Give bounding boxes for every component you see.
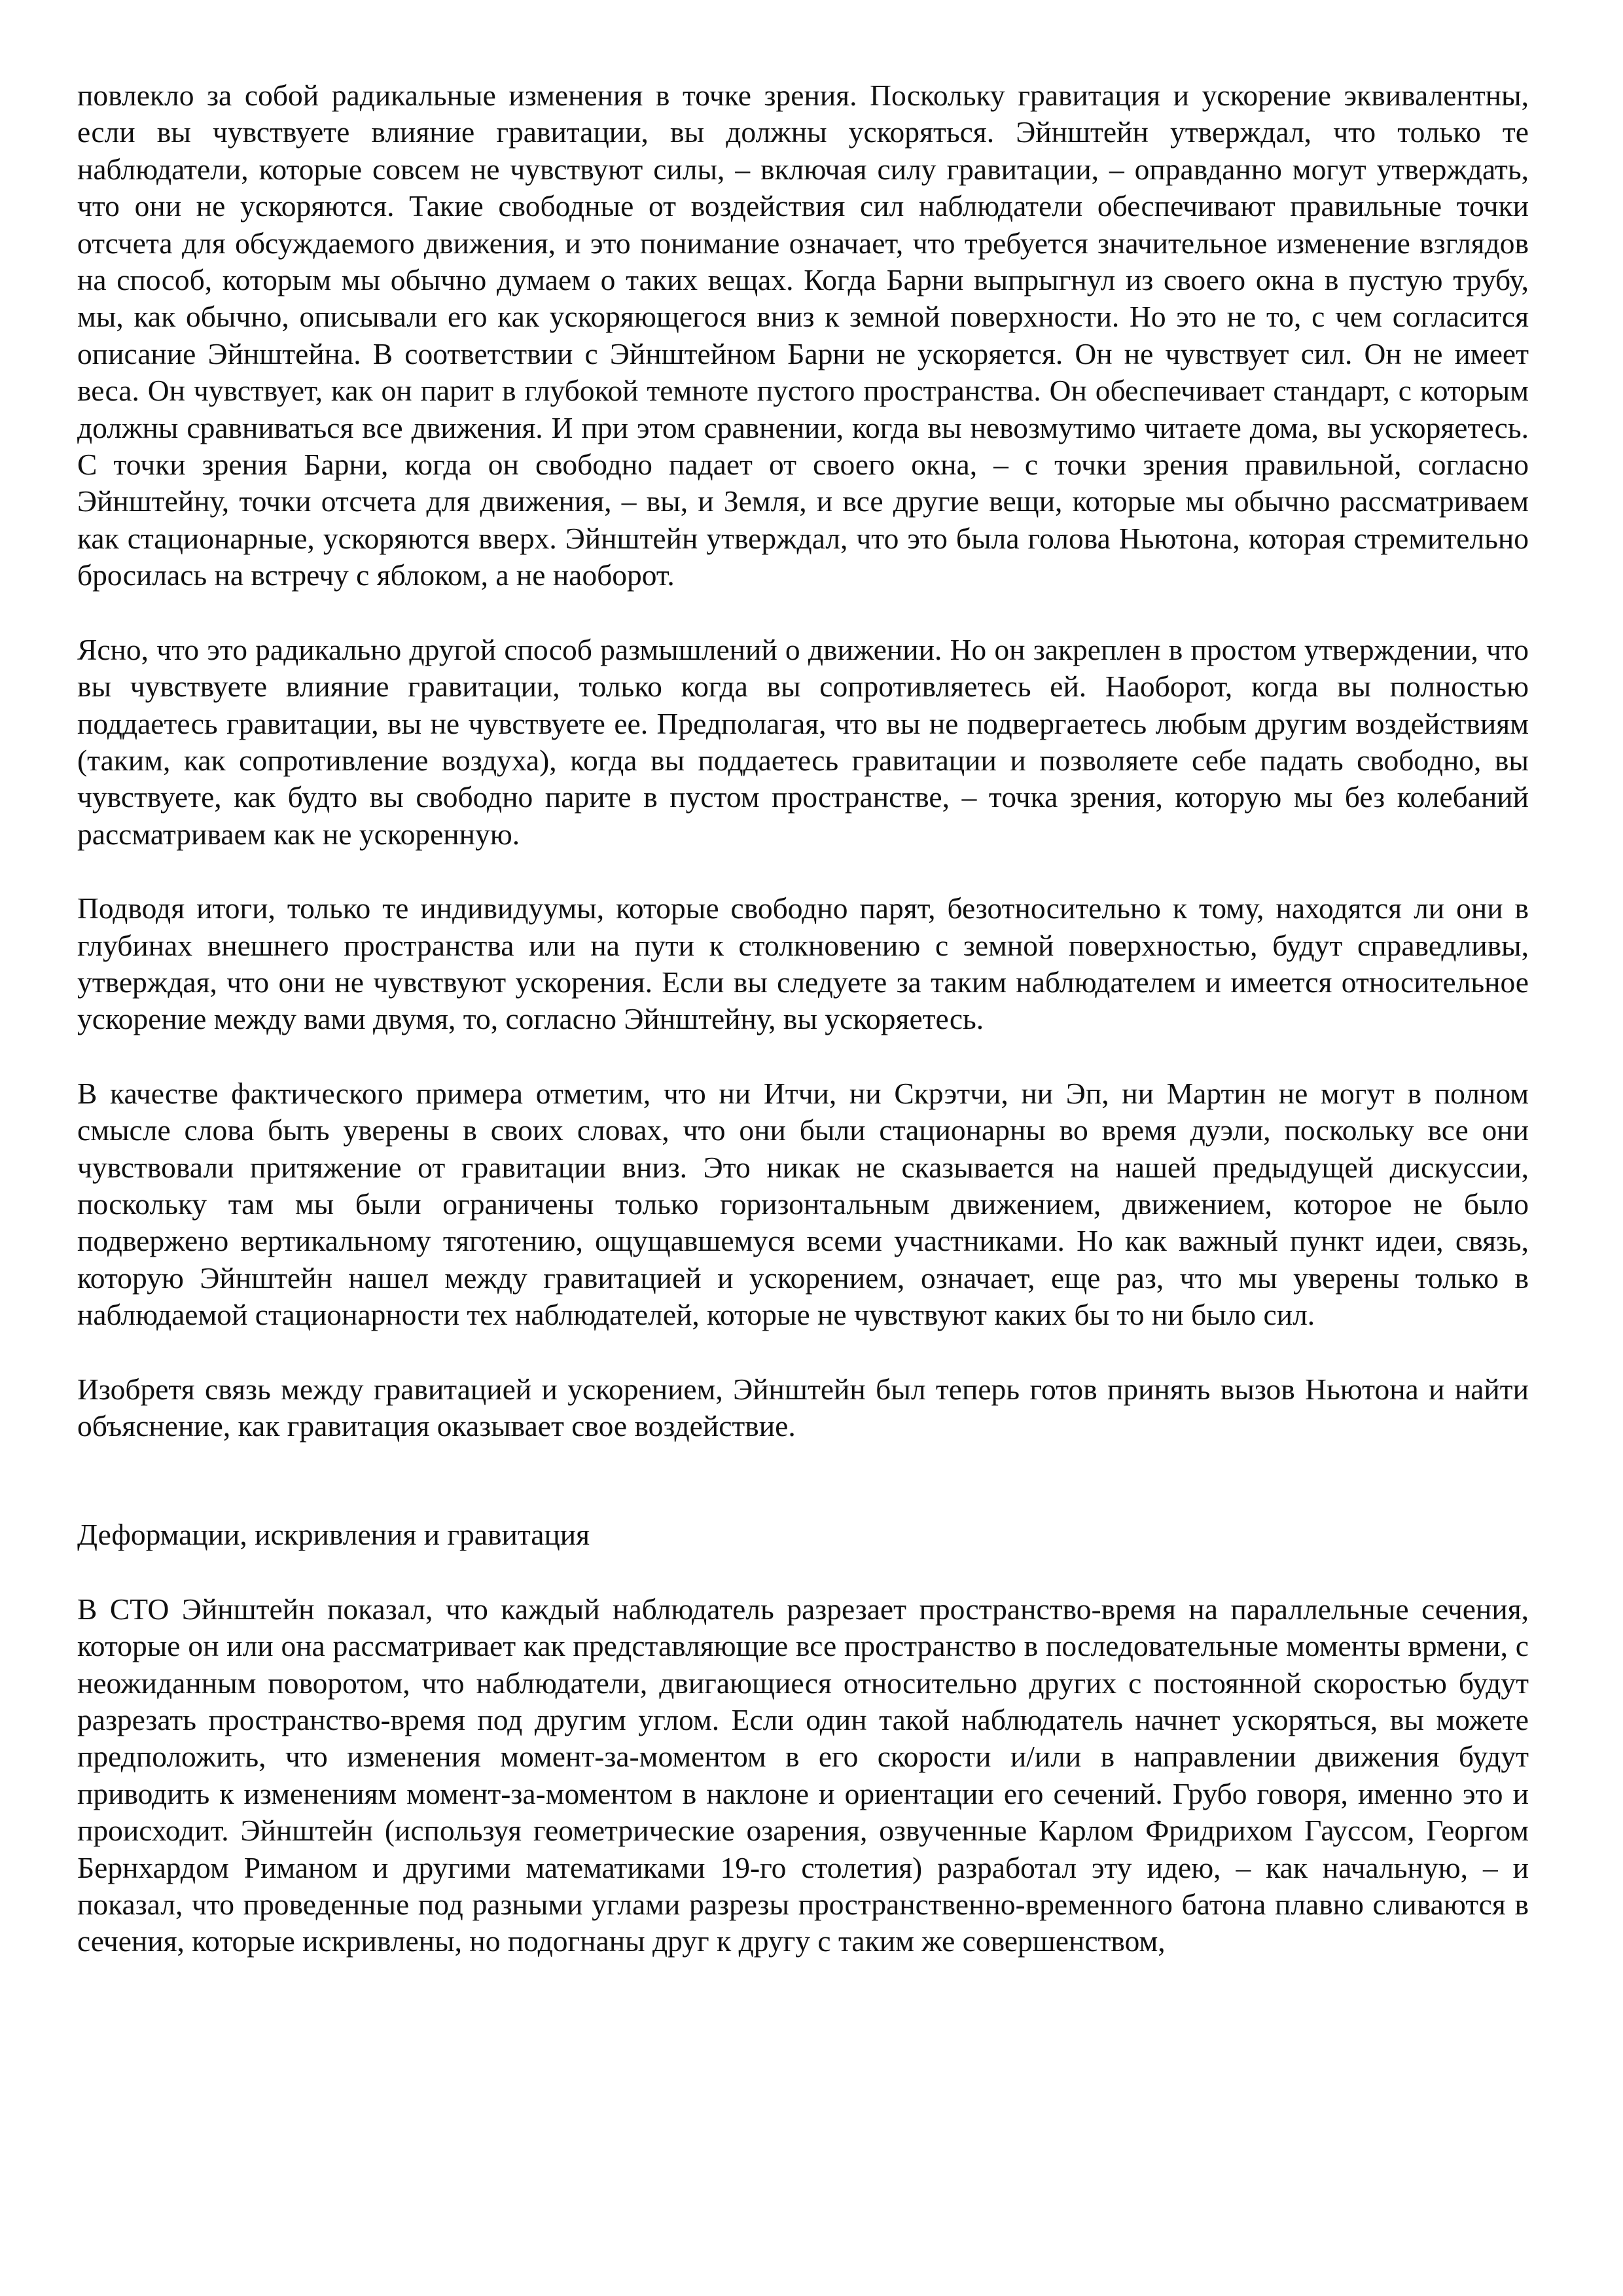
section-heading: Деформации, искривления и гравитация xyxy=(77,1518,590,1552)
paragraph-1: повлекло за собой радикальные изменения в точке зрения. Поскольку гравитация и ускорение эквивалентны, если вы чувствуете влияние гравитации, вы должны ускоряться. Эйнштейн утверждал, что только те наблюдатели, которые совсем не чувствуют силы, – включая силу гравитации, – оправданно могут утверждать, что они не ускоряются. Такие свободные от воздействия сил наблюдатели обеспечивают правильные точки отсчета для обсуждаемого движения, и это понимание означает, что требуется значительное изменение взглядов на способ, которым мы обычно думаем о таких вещах. Когда Барни выпрыгнул из своего окна в пустую трубу, мы, как обычно, описывали его как ускоряющегося вниз к земной поверхности. Но это не то, с чем согласится описание Эйнштейна. В соответствии с Эйнштейном Барни не ускоряется. Он не чувствует сил. Он не имеет веса. Он чувствует, как он парит в глубокой темноте пустого пространства. Он обеспечивает стандарт, с которым должны сравниваться все движения. И при этом сравнении, когда вы невозмутимо читаете дома, вы ускоряетесь. С точки зрения Барни, когда он свободно падает от своего окна, – с точки зрения правильной, согласно Эйнштейну, точки отсчета для движения, – вы, и Земля, и все другие вещи, которые мы обычно рассматриваем как стационарные, ускоряются вверх. Эйнштейн утверждал, что это была голова Ньютона, которая стремительно бросилась на встречу с яблоком, а не наоборот. xyxy=(77,79,1529,592)
paragraph-3: Подводя итоги, только те индивидуумы, которые свободно парят, безотносительно к тому, находятся ли они в глубинах внешнего пространства или на пути к столкновению с земной поверхностью, будут справедливы, утверждая, что они не чувствуют ускорения. Если вы следуете за таким наблюдателем и имеется относительное ускорение между вами двумя, то, согласно Эйнштейну, вы ускоряетесь. xyxy=(77,891,1529,1036)
document-page xyxy=(77,77,1529,1998)
paragraph-5: Изобретя связь между гравитацией и ускорением, Эйнштейн был теперь готов принять вызов Ньютона и найти объяснение, как гравитация оказывает свое воздействие. xyxy=(77,1372,1529,1443)
section-paragraph: В СТО Эйнштейн показал, что каждый наблюдатель разрезает пространство-время на параллельные сечения, которые он или она рассматривает как представляющие все пространство в последовательные моменты врмени, с неожиданным поворотом, что наблюдатели, двигающиеся относительно других с постоянной скоростью будут разрезать пространство-время под другим углом. Если один такой наблюдатель начнет ускоряться, вы можете предположить, что изменения момент-за-моментом в его скорости и/или в направлении движения будут приводить к изменениям момент-за-моментом в наклоне и ориентации его сечений. Грубо говоря, именно это и происходит. Эйнштейн (используя геометрические озарения, озвученные Карлом Фридрихом Гауссом, Георгом Бернхардом Риманом и другими математиками 19-го столетия) разработал эту идею, – как начальную, – и показал, что проведенные под разными углами разрезы пространственно-временного батона плавно сливаются в сечения, которые искривлены, но подогнаны друг к другу с таким же совершенством, xyxy=(77,1592,1529,1958)
paragraph-2: Ясно, что это радикально другой способ размышлений о движении. Но он закреплен в простом утверждении, что вы чувствуете влияние гравитации, только когда вы сопротивляетесь ей. Наоборот, когда вы полностью поддаетесь гравитации, вы не чувствуете ее. Предполагая, что вы не подвергаетесь любым другим воздействиям (таким, как сопротивление воздуха), когда вы поддаетесь гравитации и позволяете себе падать свободно, вы чувствуете, как будто вы свободно парите в пустом пространстве, – точка зрения, которую мы без колебаний рассматриваем как не ускоренную. xyxy=(77,632,1529,851)
paragraph-4: В качестве фактического примера отметим, что ни Итчи, ни Скрэтчи, ни Эп, ни Мартин не могут в полном смысле слова быть уверены в своих словах, что они были стационарны во время дуэли, поскольку все они чувствовали притяжение от гравитации вниз. Это никак не сказывается на нашей предыдущей дискуссии, поскольку там мы были ограничены только горизонтальным движением, движением, которое не было подвержено вертикальному тяготению, ощущавшемуся всеми участниками. Но как важный пункт идеи, связь, которую Эйнштейн нашел между гравитацией и ускорением, означает, еще раз, что мы уверены только в наблюдаемой стационарности тех наблюдателей, которые не чувствуют каких бы то ни было сил. xyxy=(77,1076,1529,1332)
